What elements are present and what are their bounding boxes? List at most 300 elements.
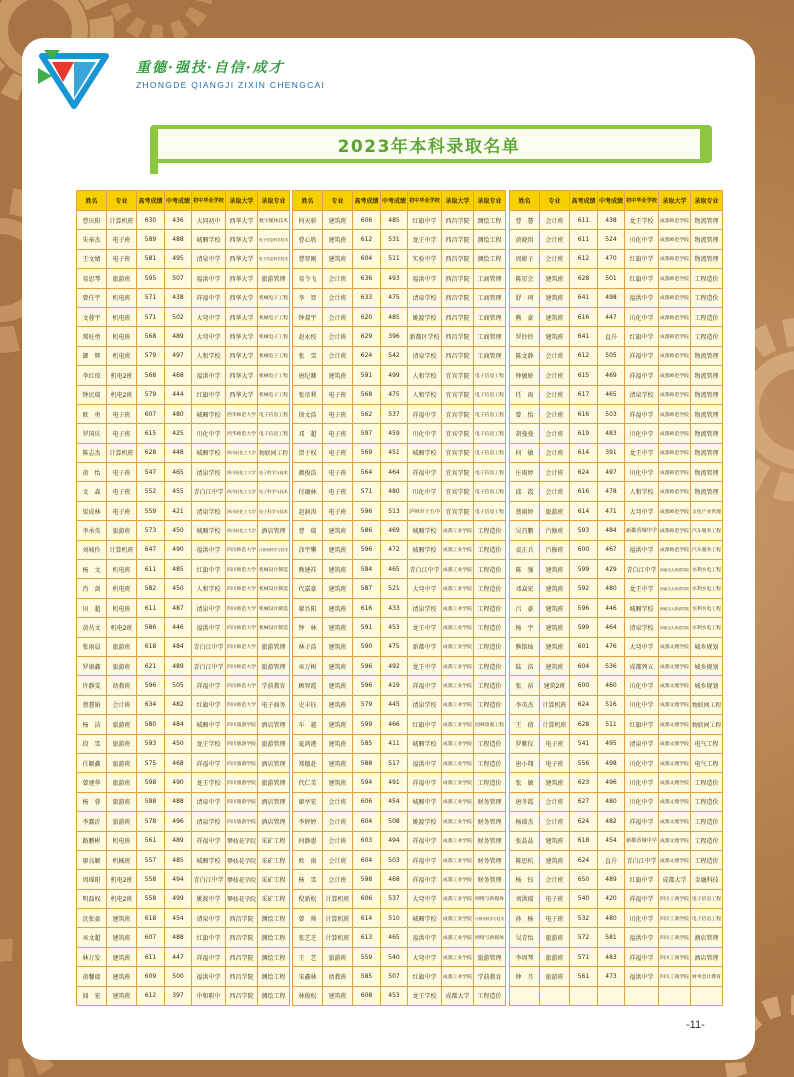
cell-admitted-major <box>691 695 723 714</box>
admission-table-right <box>509 190 723 1006</box>
cell-zhongkao-score <box>598 249 625 268</box>
cell-admitted-major <box>691 831 723 850</box>
cell-name <box>77 753 107 772</box>
cell-junior-school <box>408 753 442 772</box>
cell-junior-school <box>625 753 659 772</box>
cell-text: 清泉学校 <box>196 508 221 516</box>
cell-major <box>323 598 353 617</box>
cell-zhongkao-score <box>598 870 625 889</box>
cell-text: 建筑班 <box>545 644 564 652</box>
cell-name <box>293 637 323 656</box>
table-row <box>77 909 290 928</box>
cell-name <box>510 346 540 365</box>
cell-major <box>540 366 570 385</box>
cell-text: 学前教育 <box>477 973 502 981</box>
cell-name <box>293 812 323 831</box>
cell-text: 成都工业学院 <box>443 877 472 883</box>
table-row <box>293 424 506 443</box>
cell-text: 468 <box>172 759 184 767</box>
table-row <box>293 889 506 908</box>
table-row <box>510 850 723 869</box>
cell-text: 475 <box>388 643 400 651</box>
cell-major <box>540 734 570 753</box>
cell-text: 城厢学校 <box>412 915 437 923</box>
table-row <box>77 443 290 462</box>
cell-admitted-major <box>691 967 723 986</box>
cell-zhongkao-score <box>381 443 408 462</box>
cell-university <box>442 850 474 869</box>
cell-junior-school <box>625 889 659 908</box>
cell-text: 建筑班 <box>328 741 347 749</box>
cell-text: 西华师范大学 <box>227 431 256 437</box>
table-row <box>77 812 290 831</box>
cell-text: 建筑班 <box>545 314 564 322</box>
cell-name <box>293 792 323 811</box>
cell-text: 物流管理 <box>694 372 719 380</box>
cell-zhongkao-score <box>165 404 192 423</box>
cell-text: 祥福中学 <box>629 353 654 361</box>
cell-text: 480 <box>388 488 400 496</box>
cell-gaokao-score <box>137 560 165 579</box>
cell-text: 会计班 <box>545 411 564 419</box>
cell-zhongkao-score <box>165 637 192 656</box>
cell-text: 工程造价 <box>694 295 719 303</box>
cell-text: 龙王中学 <box>629 586 654 594</box>
cell-junior-school <box>408 443 442 462</box>
cell-text: 何天骄 <box>298 217 317 225</box>
cell-text: 清泉中学 <box>629 741 654 749</box>
cell-text: 祥福中学 <box>196 295 221 303</box>
cell-junior-school <box>625 366 659 385</box>
table-row <box>510 404 723 423</box>
column-header-junior-school <box>625 191 659 211</box>
cell-gaokao-score <box>570 792 598 811</box>
cell-major <box>540 928 570 947</box>
cell-text: 四川师范大学 <box>227 684 256 690</box>
cell-zhongkao-score <box>165 560 192 579</box>
table-row <box>293 967 506 986</box>
cell-major <box>540 909 570 928</box>
cell-text: 547 <box>144 468 157 476</box>
cell-text: 电子信息工程 <box>475 393 504 399</box>
cell-major <box>323 540 353 559</box>
cell-text: 西华大学 <box>229 295 254 303</box>
cell-text: 478 <box>605 488 617 496</box>
cell-admitted-major <box>691 656 723 675</box>
cell-text: 清泉学校 <box>412 605 437 613</box>
cell-text: 工程造价 <box>694 857 719 865</box>
cell-admitted-major <box>474 424 506 443</box>
cell-text: 建筑班 <box>545 605 564 613</box>
cell-junior-school <box>192 579 226 598</box>
cell-junior-school <box>408 909 442 928</box>
cell-major <box>323 404 353 423</box>
cell-admitted-major <box>474 637 506 656</box>
column-header-junior-school <box>192 191 226 211</box>
cell-text: 郑旺勇 <box>82 334 101 342</box>
cell-name <box>77 812 107 831</box>
cell-text: 电子科学与技术 <box>259 508 288 514</box>
cell-text: 609 <box>144 972 157 980</box>
cell-zhongkao-score <box>165 928 192 947</box>
cell-text: 李红琼 <box>82 372 101 380</box>
cell-text: 537 <box>388 895 400 903</box>
cell-junior-school <box>192 230 226 249</box>
cell-zhongkao-score <box>598 753 625 772</box>
cell-text: 福洪中学 <box>629 973 654 981</box>
cell-text: 四川旅游学院 <box>227 742 256 748</box>
cell-text: 测绘工程 <box>261 954 286 962</box>
cell-text: 606 <box>360 216 373 224</box>
cell-text: 城厢学校 <box>196 857 221 865</box>
cell-text: 旅游班 <box>112 741 131 749</box>
cell-text: 496 <box>605 779 617 787</box>
cell-zhongkao-score <box>165 715 192 734</box>
cell-junior-school <box>408 695 442 714</box>
cell-gaokao-score <box>353 928 381 947</box>
cell-name <box>510 443 540 462</box>
table-row <box>293 269 506 288</box>
cell-university <box>659 870 691 889</box>
cell-text: 建筑班 <box>328 702 347 710</box>
cell-zhongkao-score <box>381 753 408 772</box>
cell-text: 580 <box>144 720 157 728</box>
cell-text: 建筑班 <box>545 838 564 846</box>
cell-text: 391 <box>605 449 617 457</box>
cell-major <box>540 540 570 559</box>
cell-text: 吴召鹏 <box>515 527 534 535</box>
cell-zhongkao-score <box>598 850 625 869</box>
cell-text: 616 <box>577 313 590 321</box>
table-row <box>510 540 723 559</box>
table-row <box>293 618 506 637</box>
cell-university <box>659 637 691 656</box>
cell-text: 西华大学 <box>229 353 254 361</box>
cell-major <box>540 288 570 307</box>
cell-junior-school <box>192 850 226 869</box>
cell-major <box>107 792 137 811</box>
cell-text: 陈文静 <box>515 353 534 361</box>
cell-name <box>510 773 540 792</box>
table-row <box>510 928 723 947</box>
cell-text: 505 <box>172 682 184 690</box>
cell-junior-school <box>408 560 442 579</box>
cell-text: 城厢学校 <box>629 605 654 613</box>
cell-text: 酒店管理 <box>261 760 286 768</box>
cell-text: 会计班 <box>328 353 347 361</box>
cell-text: 511 <box>605 720 617 728</box>
cell-name <box>77 385 107 404</box>
cell-gaokao-score <box>137 307 165 326</box>
cell-admitted-major <box>258 346 290 365</box>
cell-junior-school <box>408 870 442 889</box>
cell-gaokao-score <box>137 773 165 792</box>
cell-text: 城厢学校 <box>196 527 221 535</box>
cell-text: 四川工商学院 <box>660 897 689 903</box>
cell-text: 624 <box>360 352 373 360</box>
cell-junior-school <box>408 889 442 908</box>
cell-text: 西昌学院 <box>445 353 470 361</box>
cell-name <box>77 230 107 249</box>
cell-name <box>77 695 107 714</box>
cell-university <box>226 909 258 928</box>
cell-text: 四川工商学院 <box>660 955 689 961</box>
cell-text: 成都工业学院 <box>443 548 472 554</box>
cell-junior-school <box>408 656 442 675</box>
cell-university <box>659 307 691 326</box>
cell-text: 608 <box>360 992 373 1000</box>
cell-gaokao-score <box>570 986 598 1005</box>
cell-text: 王 倩 <box>515 721 534 729</box>
cell-text: 596 <box>577 604 590 612</box>
cell-junior-school <box>192 870 226 889</box>
cell-admitted-major <box>474 366 506 385</box>
cell-text: 幼教班 <box>112 683 131 691</box>
cell-admitted-major <box>691 598 723 617</box>
cell-text: 物流管理 <box>694 256 719 264</box>
cell-text: 会计班 <box>545 237 564 245</box>
cell-text: 621 <box>144 662 157 670</box>
cell-gaokao-score <box>570 850 598 869</box>
cell-university <box>226 831 258 850</box>
cell-zhongkao-score <box>165 598 192 617</box>
cell-university <box>226 618 258 637</box>
cell-university <box>659 773 691 792</box>
cell-junior-school <box>408 598 442 617</box>
cell-university <box>659 463 691 482</box>
table-row <box>510 618 723 637</box>
cell-text: 575 <box>144 759 157 767</box>
cell-text: 建筑班 <box>545 857 564 865</box>
cell-text: 御 辉 <box>82 353 101 361</box>
cell-text: 旅游班 <box>545 973 564 981</box>
cell-text: 工商管理 <box>477 295 502 303</box>
cell-gaokao-score <box>137 288 165 307</box>
cell-admitted-major <box>258 560 290 579</box>
page-number: -11- <box>686 1019 705 1031</box>
table-row <box>510 249 723 268</box>
table-row <box>510 947 723 966</box>
cell-text: 电子科学与技术 <box>259 489 288 495</box>
cell-text: 红旗中学 <box>412 973 437 981</box>
table-row <box>77 792 290 811</box>
cell-text: 张 敏 <box>515 780 534 788</box>
cell-text: 489 <box>172 662 184 670</box>
cell-text: 四川旅游学院 <box>227 761 256 767</box>
cell-zhongkao-score <box>165 230 192 249</box>
cell-admitted-major <box>691 230 723 249</box>
cell-major <box>323 676 353 695</box>
cell-text: 612 <box>577 352 590 360</box>
cell-university <box>442 792 474 811</box>
cell-text: 财务会计教育 <box>692 974 721 980</box>
cell-admitted-major <box>691 579 723 598</box>
cell-gaokao-score <box>353 753 381 772</box>
cell-major <box>540 521 570 540</box>
cell-admitted-major <box>258 288 290 307</box>
cell-text: 464 <box>388 468 400 476</box>
cell-text: 祥福中学 <box>629 411 654 419</box>
cell-text: 沈张豪 <box>82 915 101 923</box>
cell-university <box>659 501 691 520</box>
page-title: 2023年本科录取名单 <box>337 136 521 157</box>
cell-gaokao-score <box>137 443 165 462</box>
cell-gaokao-score <box>353 734 381 753</box>
cell-text: 网络与新媒体 <box>475 897 504 903</box>
cell-text: 502 <box>172 313 184 321</box>
cell-zhongkao-score <box>598 482 625 501</box>
cell-text: 旅游班 <box>112 760 131 768</box>
cell-university <box>442 249 474 268</box>
column-header-label: 专业 <box>115 198 128 205</box>
table-row <box>293 792 506 811</box>
cell-admitted-major <box>258 831 290 850</box>
cell-major <box>107 753 137 772</box>
cell-text: 电子班 <box>328 392 347 400</box>
cell-text: 成都工业学院 <box>443 858 472 864</box>
cell-major <box>107 947 137 966</box>
cell-name <box>510 521 540 540</box>
cell-major <box>323 443 353 462</box>
cell-zhongkao-score <box>165 831 192 850</box>
cell-university <box>226 734 258 753</box>
cell-text: 机电班 <box>112 586 131 594</box>
cell-text: 473 <box>605 972 617 980</box>
cell-junior-school <box>625 560 659 579</box>
cell-name <box>293 734 323 753</box>
cell-text: 484 <box>172 643 184 651</box>
cell-zhongkao-score <box>381 831 408 850</box>
cell-text: 425 <box>172 429 184 437</box>
cell-text: 579 <box>360 701 373 709</box>
cell-major <box>107 909 137 928</box>
cell-zhongkao-score <box>381 501 408 520</box>
cell-name <box>293 986 323 1005</box>
cell-gaokao-score <box>353 986 381 1005</box>
cell-text: 建筑班 <box>328 644 347 652</box>
cell-university <box>226 560 258 579</box>
cell-text: 607 <box>144 410 157 418</box>
cell-name <box>510 831 540 850</box>
cell-text: 数字媒体技术 <box>259 218 288 224</box>
cell-junior-school <box>408 288 442 307</box>
cell-zhongkao-score <box>598 909 625 928</box>
cell-text: 552 <box>144 488 157 496</box>
cell-text: 西昌学院 <box>229 915 254 923</box>
cell-zhongkao-score <box>165 676 192 695</box>
cell-text: 宜宾学院 <box>445 372 470 380</box>
cell-name <box>77 501 107 520</box>
cell-text: 清泉学校 <box>629 392 654 400</box>
cell-text: 青白江中学 <box>626 857 657 865</box>
cell-name <box>293 327 323 346</box>
cell-major <box>107 928 137 947</box>
cell-zhongkao-score <box>165 540 192 559</box>
cell-name <box>77 211 107 230</box>
table-row <box>77 870 290 889</box>
cell-university <box>442 695 474 714</box>
cell-text: 596 <box>360 507 373 515</box>
cell-text: 624 <box>577 468 590 476</box>
table-row <box>77 211 290 230</box>
cell-text: 杨 雪 <box>298 876 317 884</box>
column-header-major <box>540 191 570 211</box>
cell-major <box>107 695 137 714</box>
table-row <box>510 230 723 249</box>
cell-junior-school <box>192 753 226 772</box>
cell-university <box>226 366 258 385</box>
cell-gaokao-score <box>353 889 381 908</box>
cell-text: 物联网工程 <box>692 703 721 710</box>
cell-gaokao-score <box>137 540 165 559</box>
cell-major <box>540 482 570 501</box>
cell-text: 会计班 <box>328 334 347 342</box>
cell-name <box>293 753 323 772</box>
cell-admitted-major <box>474 734 506 753</box>
cell-text: 579 <box>144 391 157 399</box>
cell-major <box>540 812 570 831</box>
cell-junior-school <box>192 792 226 811</box>
cell-university <box>659 695 691 714</box>
table-row <box>510 637 723 656</box>
cell-text: 园林景观工程 <box>475 722 504 728</box>
cell-gaokao-score <box>570 734 598 753</box>
cell-text: 蔡雨婷 <box>515 508 534 516</box>
column-header-major <box>107 191 137 211</box>
cell-text: 成都师范学院 <box>660 257 689 263</box>
cell-zhongkao-score <box>598 560 625 579</box>
cell-junior-school <box>192 404 226 423</box>
cell-gaokao-score <box>137 889 165 908</box>
cell-gaokao-score <box>570 618 598 637</box>
cell-text: 电子班 <box>328 411 347 419</box>
cell-major <box>323 560 353 579</box>
cell-text: 陈 强 <box>515 566 534 574</box>
cell-text: 建筑班 <box>328 760 347 768</box>
cell-university <box>226 230 258 249</box>
cell-junior-school <box>192 618 226 637</box>
cell-text: 615 <box>144 429 157 437</box>
cell-gaokao-score <box>353 540 381 559</box>
cell-name <box>293 346 323 365</box>
cell-admitted-major <box>258 656 290 675</box>
cell-admitted-major <box>691 366 723 385</box>
cell-gaokao-score <box>137 734 165 753</box>
cell-text: 林俊松 <box>298 993 317 1001</box>
cell-text: 酒店管理 <box>261 721 286 729</box>
cell-major <box>540 753 570 772</box>
cell-university <box>226 637 258 656</box>
cell-junior-school <box>625 947 659 966</box>
cell-university <box>659 327 691 346</box>
cell-major <box>107 385 137 404</box>
cell-zhongkao-score <box>165 269 192 288</box>
cell-text: 489 <box>605 875 617 883</box>
cell-text: 采矿工程 <box>261 896 286 904</box>
cell-text: 438 <box>172 294 184 302</box>
cell-text: 成都师范学院 <box>660 354 689 360</box>
cell-text: 571 <box>144 294 157 302</box>
cell-text: 成都文理学院 <box>660 703 689 709</box>
cell-major <box>540 850 570 869</box>
cell-major <box>540 307 570 326</box>
cell-text: 攀枝花学院 <box>227 897 256 904</box>
table-row <box>77 521 290 540</box>
cell-text: 福洪中学 <box>412 760 437 768</box>
cell-major <box>323 327 353 346</box>
cell-junior-school <box>408 327 442 346</box>
cell-text: 建筑班 <box>545 780 564 788</box>
